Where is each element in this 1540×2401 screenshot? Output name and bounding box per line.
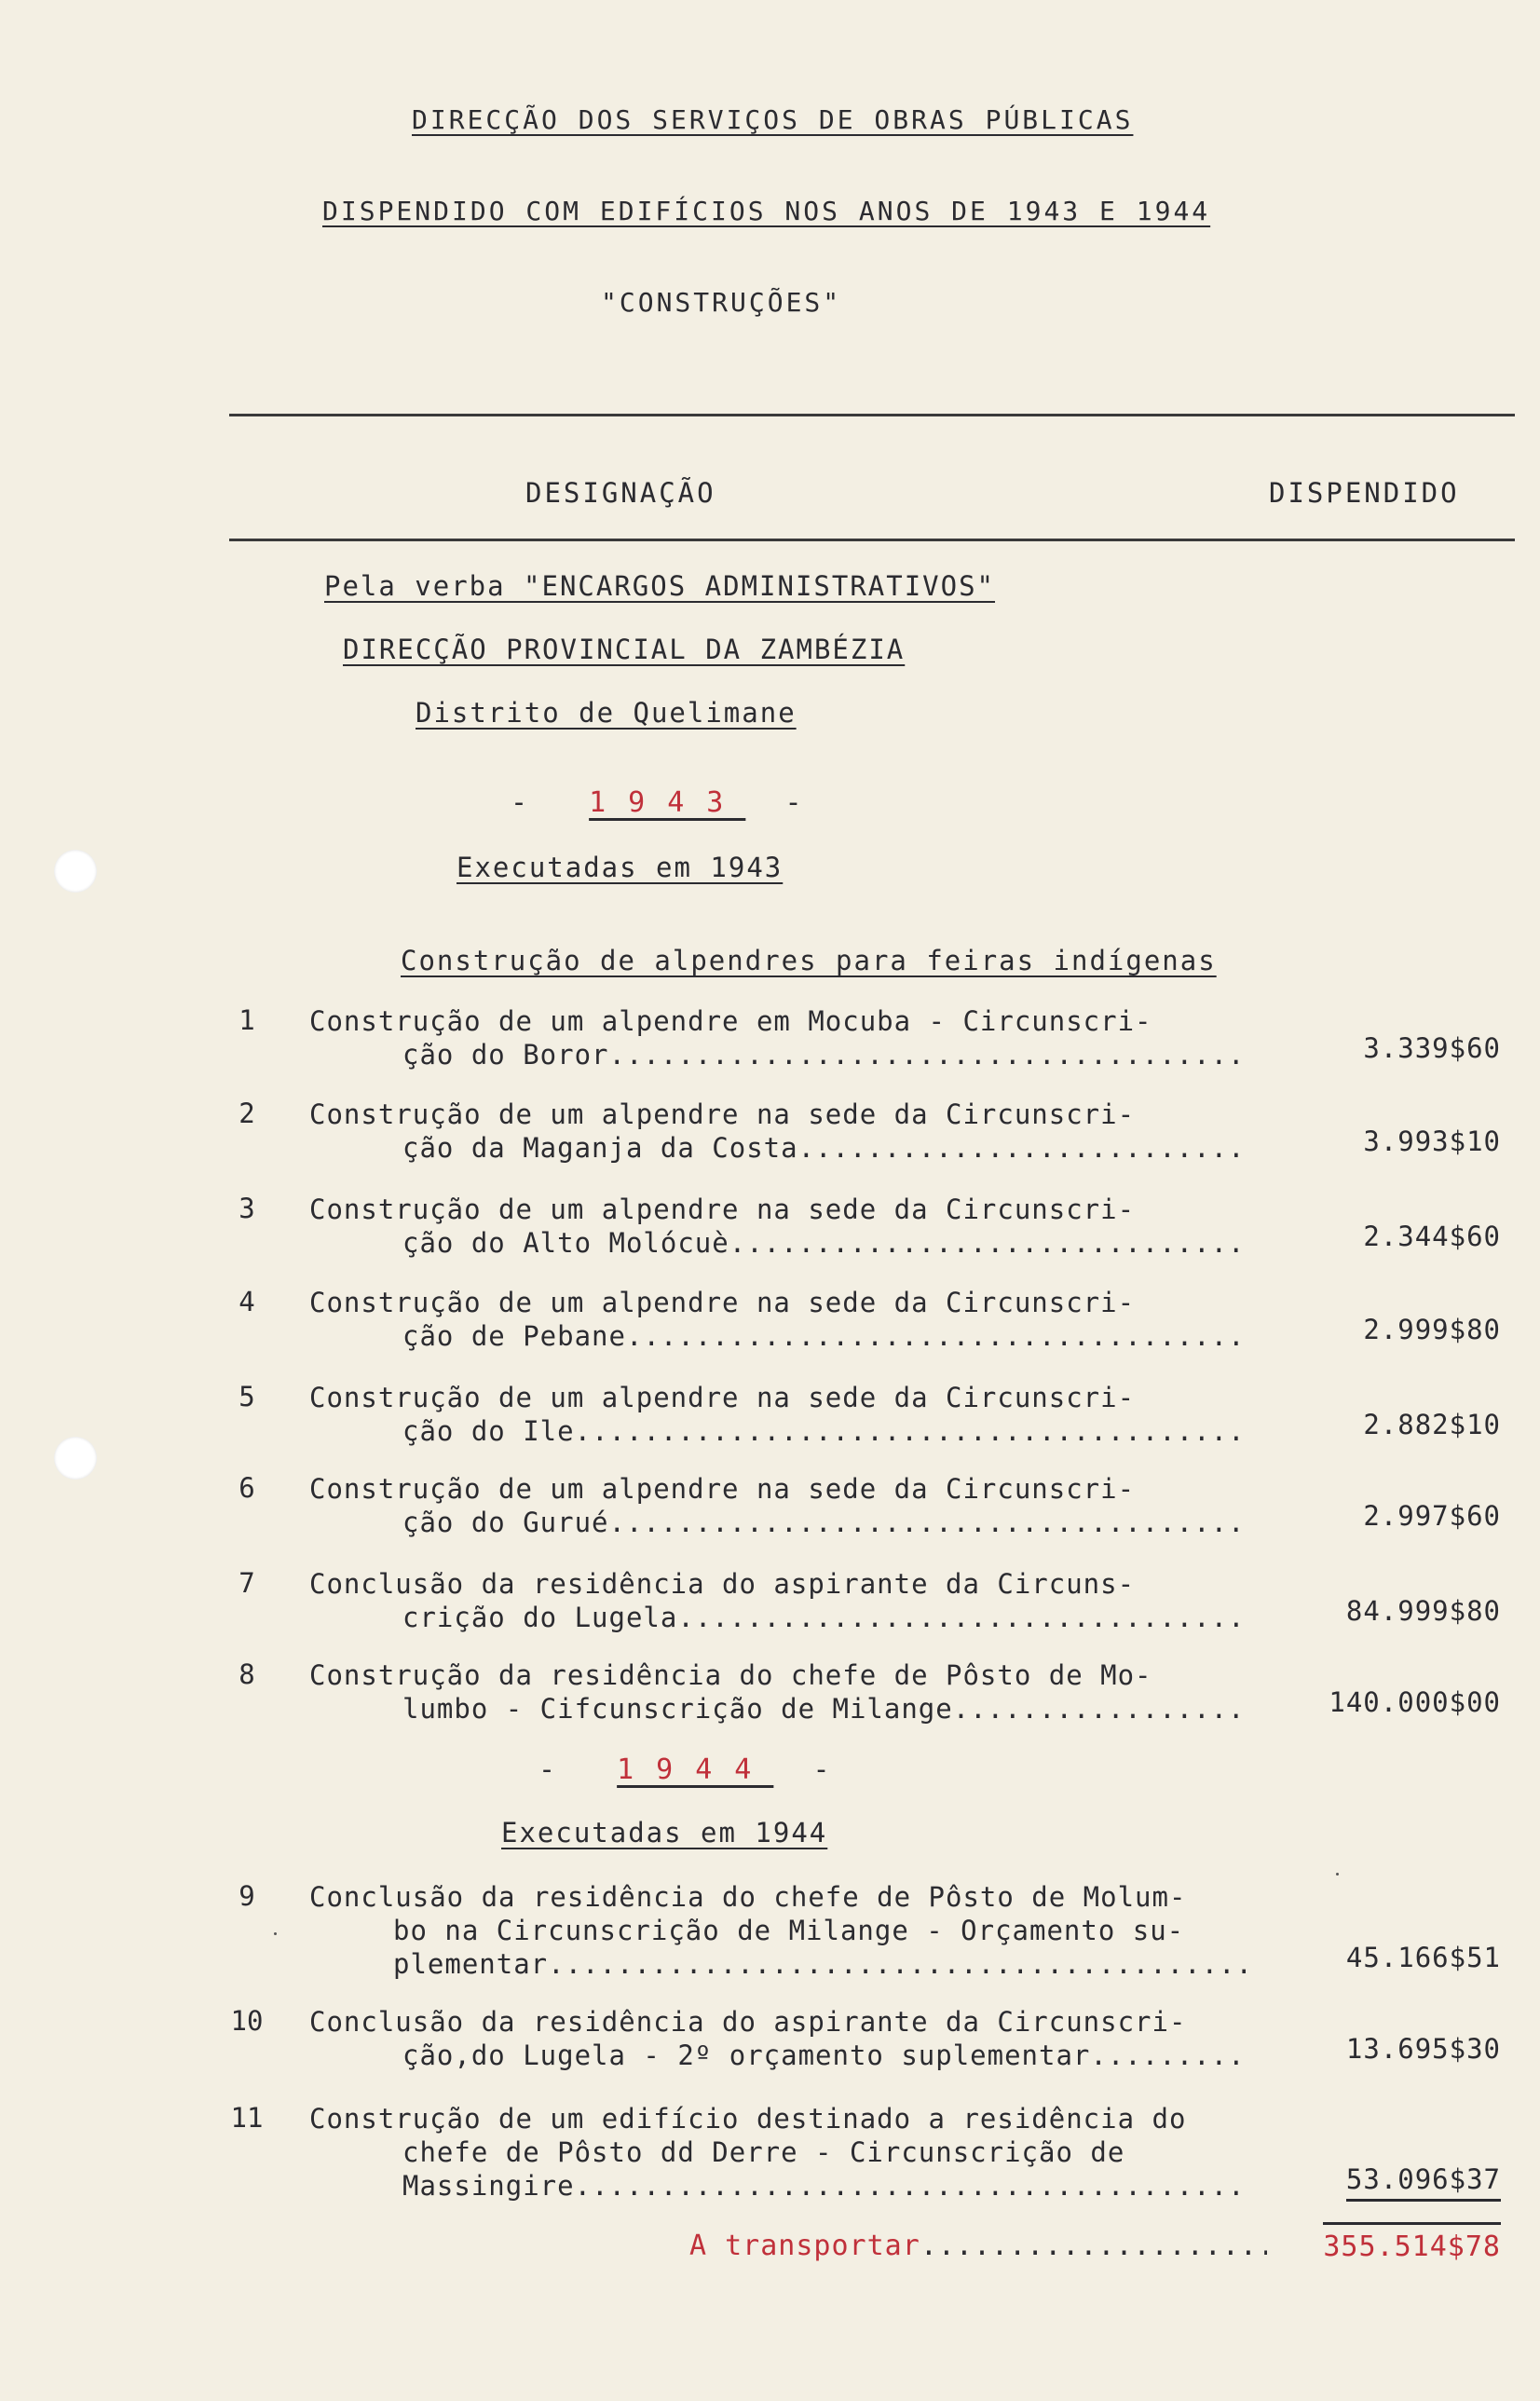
item-line: Construção de um alpendre na sede da Circunscri- [309, 1098, 1136, 1130]
item-amount: 53.096$37 [1346, 2163, 1501, 2202]
item-line: Construção de um alpendre em Mocuba - Circunscri- [309, 1005, 1152, 1037]
item-line-text: ção,do Lugela - 2º orçamento suplementar [402, 2039, 1091, 2071]
executadas-1943: Executadas em 1943 [457, 852, 784, 883]
item-line: bo na Circunscrição de Milange - Orçamento su- [393, 1915, 1185, 1946]
dash: - [812, 1753, 852, 1786]
executadas-1944: Executadas em 1944 [501, 1817, 828, 1848]
item-line: Conclusão da residência do aspirante da Circuns- [309, 1568, 1136, 1600]
year-1943-marker [511, 786, 825, 819]
total-label: A transportar [689, 2230, 920, 2262]
item-line: Construção de um alpendre na sede da Circunscri- [309, 1287, 1136, 1318]
dash: - [784, 786, 825, 819]
item-line: Construção de um edifício destinado a residência do [309, 2103, 1187, 2135]
item-amount: 2.999$80 [1363, 1314, 1501, 1345]
column-designacao: DESIGNAÇÃO [525, 477, 716, 509]
total-label-wrap [689, 2230, 1267, 2263]
item-line-text: plementar [393, 1948, 549, 1980]
item-line: Construção de um alpendre na sede da Circunscri- [309, 1473, 1136, 1505]
header-subtitle: DISPENDIDO COM EDIFÍCIOS NOS ANOS DE 1943 E 1944 [322, 196, 1211, 226]
item-line-text: lumbo - Cifcunscrição de Milange [402, 1693, 953, 1725]
item-line-dotted [309, 1131, 1250, 1165]
item-line-text: ção de Pebane [402, 1320, 626, 1352]
column-dispendido: DISPENDIDO [1269, 477, 1460, 509]
item-amount: 45.166$51 [1345, 1942, 1501, 1973]
item-line-text: Massingire [402, 2170, 575, 2202]
header-title: DIRECÇÃO DOS SERVIÇOS DE OBRAS PÚBLICAS [412, 104, 1134, 135]
item-number: 9 [238, 1880, 255, 1912]
item-amount: 2.997$60 [1363, 1500, 1501, 1532]
item-line-dotted [309, 1601, 1250, 1634]
item-amount: 13.695$30 [1345, 2033, 1501, 2065]
item-amount: 2.344$60 [1363, 1221, 1501, 1252]
item-line-text: ção do Alto Molócuè [402, 1227, 729, 1259]
item-number: 8 [238, 1658, 255, 1690]
item-number: 10 [230, 2005, 264, 2037]
item-line-dotted [309, 2169, 1250, 2203]
item-number: 1 [238, 1004, 255, 1036]
header-rule [229, 539, 1515, 541]
item-line-dotted [309, 1038, 1250, 1071]
item-line: Construção de um alpendre na sede da Circunscri- [309, 1194, 1136, 1225]
item-description [309, 1004, 1250, 1071]
item-line-text: ção do Ile [402, 1415, 575, 1447]
item-number: 2 [238, 1098, 255, 1129]
item-description [309, 1880, 1250, 1981]
item-description [309, 1098, 1250, 1165]
item-line: chefe de Pôsto dd Derre - Circunscrição de [402, 2136, 1125, 2168]
item-line-dotted [309, 1319, 1250, 1353]
paper-speck [1336, 1873, 1339, 1876]
punch-hole-top [54, 850, 97, 893]
verba-heading: Pela verba "ENCARGOS ADMINISTRATIVOS" [324, 570, 996, 602]
item-description [309, 1286, 1250, 1353]
item-line: Construção de um alpendre na sede da Circunscri- [309, 1382, 1136, 1413]
item-description [309, 2102, 1250, 2203]
header-construcoes: "CONSTRUÇÕES" [601, 287, 842, 318]
item-description [309, 1472, 1250, 1539]
item-line-text: ção do Gurué [402, 1507, 609, 1538]
item-line-text: ção do Boror [402, 1039, 609, 1071]
paper-speck [274, 1932, 277, 1935]
item-description [309, 2005, 1250, 2072]
item-description [309, 1658, 1250, 1726]
item-number: 4 [238, 1286, 255, 1317]
dash: - [511, 786, 551, 819]
item-line-dotted [309, 1506, 1250, 1539]
item-number: 5 [238, 1381, 255, 1412]
item-line-text: ção da Maganja da Costa [402, 1132, 798, 1164]
item-line: Conclusão da residência do chefe de Pôsto de Molum- [309, 1881, 1187, 1913]
item-line-dotted [309, 1947, 1250, 1981]
punch-hole-bottom [54, 1437, 97, 1480]
item-description [309, 1567, 1250, 1634]
year-1944-digits: 1944 [617, 1753, 774, 1786]
direccao-heading: DIRECÇÃO PROVINCIAL DA ZAMBÉZIA [343, 634, 906, 665]
item-number: 11 [230, 2102, 264, 2134]
group-title-alpendres: Construção de alpendres para feiras indígenas [401, 945, 1217, 976]
item-amount: 3.339$60 [1363, 1032, 1501, 1064]
item-number: 6 [238, 1472, 255, 1504]
item-amount: 3.993$10 [1363, 1125, 1501, 1157]
total-amount: 355.514$78 [1323, 2222, 1501, 2263]
dash: - [538, 1753, 579, 1786]
item-line-text: crição do Lugela [402, 1602, 678, 1633]
item-line-dotted [309, 1226, 1250, 1260]
year-1943-digits: 1943 [589, 786, 746, 819]
distrito-heading: Distrito de Quelimane [416, 697, 797, 729]
item-amount: 140.000$00 [1329, 1686, 1501, 1718]
item-number: 3 [238, 1193, 255, 1224]
item-number: 7 [238, 1567, 255, 1599]
item-line-dotted [309, 1692, 1250, 1726]
top-rule [229, 414, 1515, 416]
item-line: Conclusão da residência do aspirante da Circunscri- [309, 2006, 1187, 2038]
item-description [309, 1193, 1250, 1260]
item-line-dotted [309, 2039, 1250, 2072]
year-1944-marker [538, 1753, 852, 1786]
item-line: Construção da residência do chefe de Pôsto de Mo- [309, 1659, 1152, 1691]
total-label-dotted [689, 2230, 1267, 2263]
item-amount: 84.999$80 [1345, 1595, 1501, 1627]
item-amount: 2.882$10 [1363, 1409, 1501, 1440]
item-line-dotted [309, 1414, 1250, 1448]
item-description [309, 1381, 1250, 1448]
